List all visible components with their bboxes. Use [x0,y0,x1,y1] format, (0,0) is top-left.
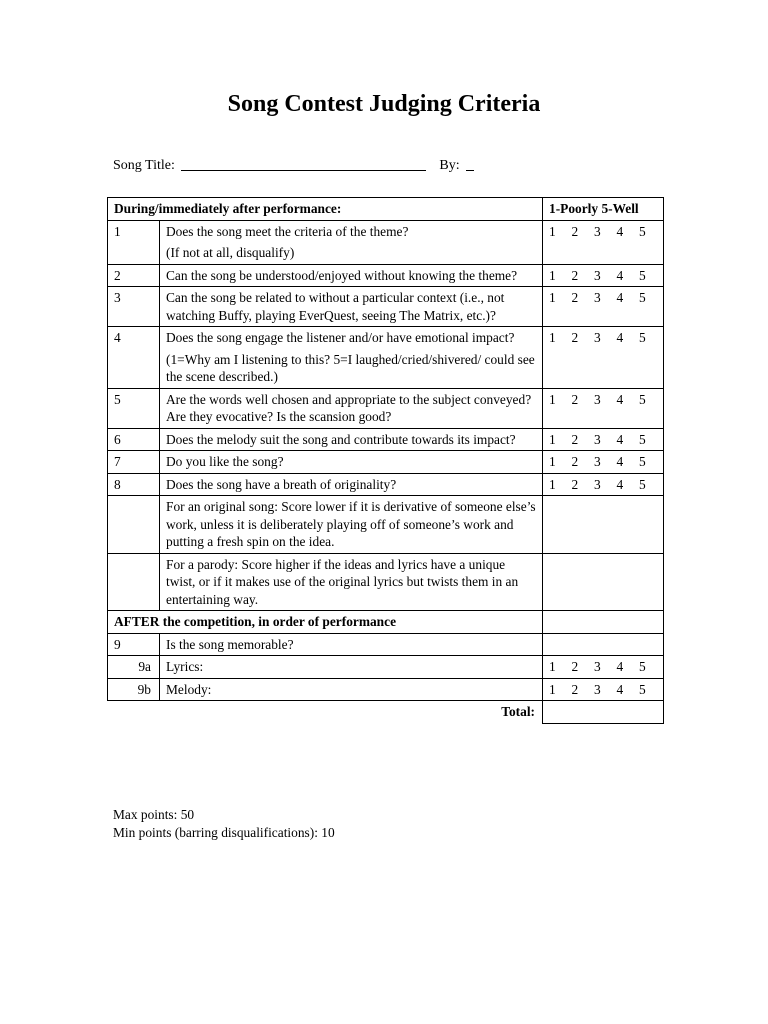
score-cell [543,611,664,634]
score-option[interactable]: 2 [571,659,579,674]
score-option[interactable]: 1 [549,223,556,239]
section1-header: During/immediately after performance: [108,198,543,221]
criteria-row [108,220,664,264]
score-scale [549,289,658,307]
score-cell[interactable] [543,220,664,264]
criteria-question [160,264,543,287]
score-option[interactable]: 2 [571,330,579,345]
score-cell[interactable] [543,451,664,474]
score-option[interactable]: 5 [639,431,646,447]
score-option[interactable]: 3 [594,223,601,239]
section2-header: AFTER the competition, in order of performance [108,611,543,634]
score-option[interactable]: 3 [594,681,601,697]
criteria-row [108,473,664,496]
score-option[interactable]: 3 [594,330,601,345]
criteria-number: 2 [108,264,160,287]
score-option[interactable]: 4 [616,330,624,345]
criteria-row [108,451,664,474]
question-text: Can the song be related to without a particular context (i.e., not watching Buffy, playing EverQuest, seeing The Matrix, etc.)? [166,290,505,323]
score-option[interactable]: 5 [639,330,646,345]
criteria-question [160,553,543,611]
criteria-question [160,220,543,264]
score-cell[interactable] [543,327,664,389]
score-option[interactable]: 5 [639,659,646,674]
question-text: Lyrics: [166,659,204,674]
score-option[interactable]: 2 [571,267,579,283]
question-note: (If not at all, disqualify) [166,245,295,260]
question-note: (1=Why am I listening to this? 5=I laughed/cried/shivered/ could see the scene described.) [166,351,535,384]
score-option[interactable]: 4 [616,391,624,407]
score-scale [549,391,658,409]
scale-header: 1-Poorly 5-Well [543,198,664,221]
criteria-row [108,496,664,554]
score-option[interactable]: 5 [639,454,646,469]
by-label: By: [439,158,460,173]
score-option[interactable]: 5 [639,223,646,239]
score-option[interactable]: 4 [616,290,624,305]
score-option[interactable]: 2 [571,290,579,305]
score-cell[interactable] [543,388,664,428]
question-text: Is the song memorable? [166,636,294,652]
question-text: Can the song be understood/enjoyed without knowing the theme? [166,267,518,283]
score-cell[interactable] [543,287,664,327]
criteria-number [108,553,160,611]
question-text: Does the song engage the listener and/or have emotional impact? [166,330,515,345]
score-option[interactable]: 4 [616,659,624,674]
score-cell[interactable] [543,428,664,451]
score-option[interactable]: 5 [639,476,646,492]
score-option[interactable]: 3 [594,290,601,305]
score-option[interactable]: 5 [639,681,646,697]
criteria-table [107,197,664,724]
score-option[interactable]: 2 [571,476,579,492]
score-option[interactable]: 1 [549,659,556,674]
score-option[interactable]: 3 [594,431,601,447]
question-text: For an original song: Score lower if it is derivative of someone else’s work, unless it is deliberately playing off of someone’s work and putting a fresh spin on the idea. [166,499,536,549]
criteria-question [160,451,543,474]
score-option[interactable]: 1 [549,267,556,283]
score-scale [549,476,658,494]
score-option[interactable]: 3 [594,659,601,674]
criteria-question [160,428,543,451]
criteria-question [160,388,543,428]
score-option[interactable]: 1 [549,391,556,407]
score-option[interactable]: 4 [616,223,624,239]
score-option[interactable]: 1 [549,290,556,305]
score-cell [543,633,664,656]
criteria-row [108,388,664,428]
score-option[interactable]: 5 [639,267,646,283]
criteria-question [160,633,543,656]
criteria-number: 8 [108,473,160,496]
criteria-number: 4 [108,327,160,389]
criteria-question [160,678,543,701]
points-notes [113,806,335,842]
score-scale [549,329,658,347]
score-cell[interactable] [543,264,664,287]
criteria-question [160,656,543,679]
score-scale [549,453,658,471]
criteria-row [108,428,664,451]
score-option[interactable]: 1 [549,330,556,345]
score-option[interactable]: 4 [616,431,624,447]
criteria-number: 1 [108,220,160,264]
score-option[interactable]: 5 [639,391,646,407]
total-score-cell[interactable] [543,701,664,724]
question-text: Does the melody suit the song and contribute towards its impact? [166,431,516,447]
score-option[interactable]: 1 [549,431,556,447]
section2-header-row [108,611,664,634]
score-cell[interactable] [543,656,664,679]
criteria-number: 3 [108,287,160,327]
criteria-number: 9b [108,678,160,701]
criteria-row [108,287,664,327]
section1-header-row [108,198,664,221]
score-cell[interactable] [543,473,664,496]
question-text: Does the song have a breath of originality? [166,476,397,492]
score-option[interactable]: 4 [616,454,624,469]
score-scale [549,431,658,449]
score-option[interactable]: 4 [616,476,624,492]
total-row [108,701,664,724]
score-option[interactable]: 1 [549,476,556,492]
criteria-row [108,553,664,611]
score-option[interactable]: 2 [571,223,579,239]
criteria-row [108,678,664,701]
min-points: Min points (barring disqualifications): 10 [113,825,335,840]
criteria-row [108,656,664,679]
criteria-row [108,327,664,389]
criteria-number: 9 [108,633,160,656]
song-title-label: Song Title: [113,158,175,173]
score-option[interactable]: 1 [549,681,556,697]
page-title: Song Contest Judging Criteria [227,91,541,117]
song-info-line [113,156,474,174]
score-cell[interactable] [543,678,664,701]
criteria-row [108,264,664,287]
score-option[interactable]: 2 [571,391,579,407]
criteria-question [160,473,543,496]
score-scale [549,681,658,699]
criteria-number: 7 [108,451,160,474]
criteria-question [160,496,543,554]
criteria-question [160,327,543,389]
song-title-blank[interactable] [181,156,426,171]
score-option[interactable]: 2 [571,454,579,469]
question-text: Are the words well chosen and appropriate to the subject conveyed? Are they evocative? Is the scansion good? [166,391,532,424]
score-option[interactable]: 3 [594,391,601,407]
score-option[interactable]: 1 [549,454,556,469]
criteria-number: 5 [108,388,160,428]
score-cell [543,553,664,611]
question-text: Do you like the song? [166,454,284,469]
score-cell [543,496,664,554]
score-option[interactable]: 2 [571,431,579,447]
criteria-row [108,633,664,656]
score-option[interactable]: 4 [616,267,624,283]
max-points: Max points: 50 [113,807,195,822]
criteria-question [160,287,543,327]
question-text: Melody: [166,681,212,697]
score-option[interactable]: 4 [616,681,624,697]
criteria-number: 6 [108,428,160,451]
score-option[interactable]: 3 [594,267,601,283]
score-scale [549,223,658,241]
score-option[interactable]: 2 [571,681,579,697]
criteria-number [108,496,160,554]
question-text: Does the song meet the criteria of the theme? [166,223,409,239]
score-scale [549,658,658,676]
score-option[interactable]: 3 [594,476,601,492]
score-option[interactable]: 5 [639,290,646,305]
score-option[interactable]: 3 [594,454,601,469]
total-label: Total: [501,704,536,719]
score-scale [549,267,658,285]
by-blank[interactable] [466,156,474,171]
criteria-number: 9a [108,656,160,679]
question-text: For a parody: Score higher if the ideas and lyrics have a unique twist, or if it makes use of the original lyrics but twists them in an entertaining way. [166,556,519,607]
